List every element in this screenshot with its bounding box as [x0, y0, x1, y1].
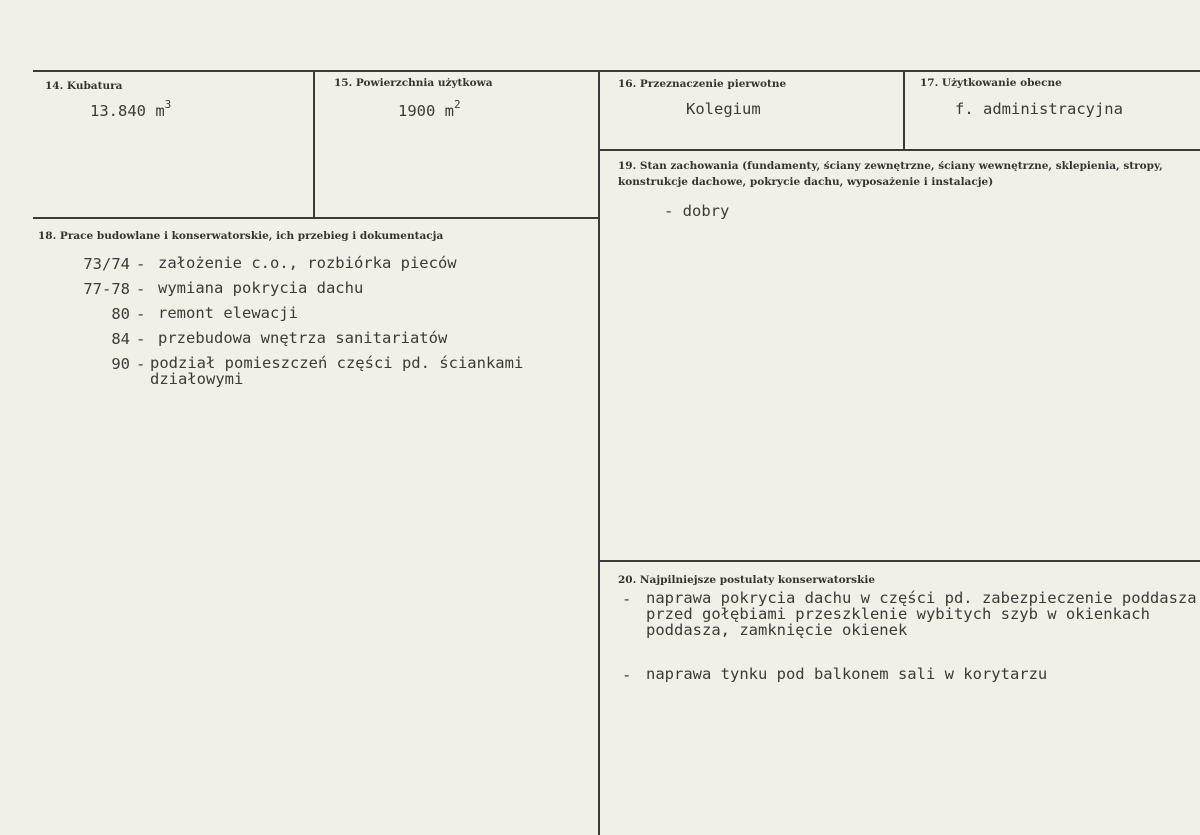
- field-14-value-text: 13.840 m: [90, 102, 165, 121]
- field-14-label: 14. Kubatura: [45, 80, 123, 92]
- divider-16-17: [903, 70, 905, 150]
- field-15-label: 15. Powierzchnia użytkowa: [334, 77, 493, 89]
- field-14-value: [90, 100, 171, 120]
- entry-year: 90: [111, 355, 130, 373]
- divider-14-15: [313, 70, 315, 218]
- field-16-value: Kolegium: [686, 100, 761, 118]
- entry-text: podział pomieszczeń części pd. ściankami działowymi: [150, 354, 524, 388]
- field-18-label: 18. Prace budowlane i konserwatorskie, ich przebieg i dokumentacja: [38, 230, 444, 242]
- field-17-value: f. administracyjna: [955, 100, 1123, 118]
- entry-dash: -: [136, 305, 146, 323]
- list-item: [0, 305, 600, 327]
- list-item: [622, 590, 1200, 660]
- item-dash: -: [622, 590, 632, 608]
- entry-dash: -: [136, 355, 146, 373]
- list-item: [622, 666, 1200, 686]
- field-17-label: 17. Użytkowanie obecne: [920, 77, 1062, 89]
- field-15-value: [398, 100, 461, 120]
- top-rule: [33, 70, 1200, 72]
- rule-under-14-15: [33, 217, 599, 219]
- entry-year: 77-78: [83, 280, 130, 298]
- rule-under-16-17: [600, 149, 1200, 151]
- item-text: naprawa tynku pod balkonem sali w korytarzu: [646, 665, 1048, 683]
- item-dash: -: [622, 666, 632, 684]
- entry-year: 73/74: [83, 255, 130, 273]
- field-14-unit-exponent: 3: [164, 98, 172, 111]
- field-15-value-text: 1900 m: [398, 102, 454, 121]
- entry-text: wymiana pokrycia dachu: [158, 279, 364, 297]
- field-19-value: - dobry: [664, 202, 730, 220]
- rule-under-19: [600, 560, 1200, 562]
- main-vertical-divider: [598, 70, 600, 835]
- entry-dash: -: [136, 280, 146, 298]
- entry-year: 80: [111, 305, 130, 323]
- field-20-label: 20. Najpilniejsze postulaty konserwatorskie: [618, 574, 876, 586]
- entry-text: założenie c.o., rozbiórka pieców: [158, 254, 457, 272]
- item-text: naprawa pokrycia dachu w części pd. zabezpieczenie poddasza przed gołębiami przeszklenie wybitych szyb w okienkach poddasza, zamknięcie okienek: [646, 589, 1197, 639]
- list-item: [0, 255, 600, 277]
- field-16-label: 16. Przeznaczenie pierwotne: [618, 78, 787, 90]
- entry-dash: -: [136, 255, 146, 273]
- entry-year: 84: [111, 330, 130, 348]
- list-item: [0, 355, 600, 395]
- list-item: [0, 280, 600, 302]
- field-15-unit-exponent: 2: [454, 98, 461, 111]
- list-item: [0, 330, 600, 352]
- entry-text: remont elewacji: [158, 304, 298, 322]
- entry-dash: -: [136, 330, 146, 348]
- entry-text: przebudowa wnętrza sanitariatów: [158, 329, 448, 347]
- field-19-label: 19. Stan zachowania (fundamenty, ściany zewnętrzne, ściany wewnętrzne, sklepienia, stropy, konstrukcje dachowe, pokrycie dachu, wyposażenie i instalacje): [618, 160, 1163, 188]
